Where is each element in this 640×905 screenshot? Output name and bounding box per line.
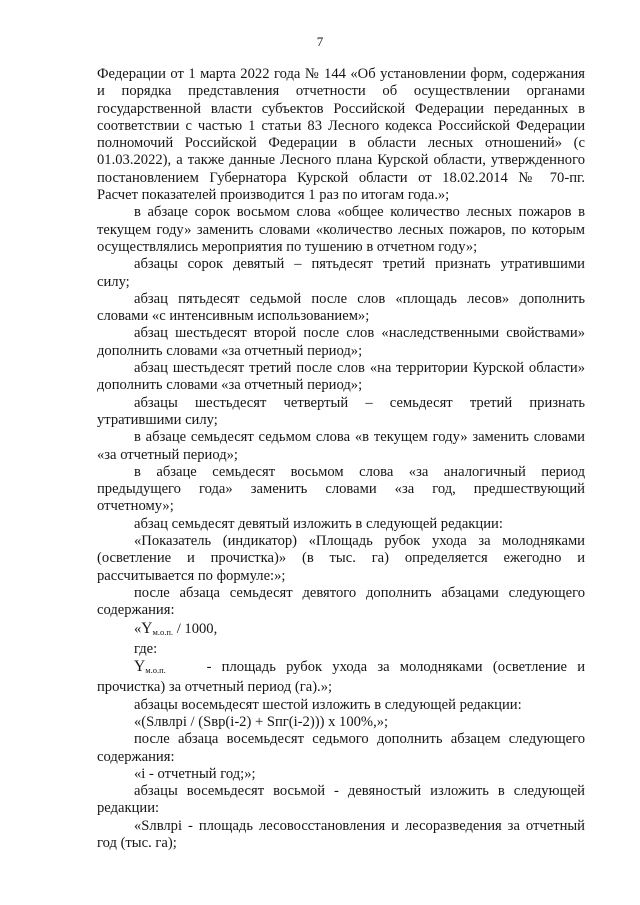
paragraph xyxy=(97,585,585,620)
paragraph xyxy=(97,464,585,516)
paragraph xyxy=(97,325,585,360)
paragraph xyxy=(97,395,585,430)
paragraph-line: в абзаце семьдесят седьмом слова «в текущем году» заменить словами xyxy=(134,429,585,446)
paragraph-line: «Sлвлрi - площадь лесовосстановления и лесоразведения за отчетный xyxy=(134,817,585,834)
paragraph-line: абзацы восемьдесят шестой изложить в следующей редакции: xyxy=(134,696,522,713)
paragraph-line: дополнить словами «за отчетный период»; xyxy=(97,377,363,394)
paragraph-line: (осветление и прочистка)» (в тыс. га) определяется ежегодно и xyxy=(97,550,585,567)
paragraph xyxy=(97,204,585,256)
paragraph xyxy=(97,697,585,714)
paragraph-line: утратившими силу; xyxy=(97,411,218,428)
where-label: где: xyxy=(134,640,158,657)
definition-line xyxy=(97,658,585,679)
paragraph-line: абзац шестьдесят второй после слов «наследственными свойствами» xyxy=(134,325,585,342)
page-number: 7 xyxy=(316,34,324,49)
definition-subscript: м.о.п. xyxy=(145,665,166,676)
paragraph-line: соответствии с частью 1 статьи 83 Лесного кодекса Российской Федерации xyxy=(97,117,585,134)
paragraph xyxy=(97,429,585,464)
paragraph-line: абзац шестьдесят третий после слов «на территории Курской области» xyxy=(134,360,585,377)
paragraph-line: абзацы сорок девятый – пятьдесят третий признать утратившими xyxy=(134,256,585,273)
formula-paragraph xyxy=(97,620,585,641)
paragraph xyxy=(97,360,585,395)
paragraph xyxy=(97,783,585,818)
paragraph-line: год (тыс. га); xyxy=(97,835,177,852)
paragraph-line: Федерации от 1 марта 2022 года № 144 «Об установлении форм, содержания xyxy=(97,66,585,82)
paragraph-line: Расчет показателей производится 1 раз по итогам года.»; xyxy=(97,187,450,204)
document-body xyxy=(97,66,585,852)
paragraph-line: осуществлялись мероприятия по тушению в отчетном году»; xyxy=(97,238,478,255)
paragraph-line: «(Sлвлрi / (Sвр(i-2) + Sпг(i-2))) х 100%,»; xyxy=(134,713,389,730)
paragraph-line: после абзаца восемьдесят седьмого дополнить абзацем следующего xyxy=(134,731,585,748)
paragraph-line: государственной власти субъектов Российской Федерации переданных в xyxy=(97,100,585,117)
paragraph-line: содержания: xyxy=(97,748,175,765)
paragraph-line: в абзаце семьдесят восьмом слова «за аналогичный период xyxy=(134,463,585,480)
paragraph-line: постановлением Губернатора Курской области от 18.02.2014 № 70-пг. xyxy=(97,169,585,186)
formula-subscript: м.о.п. xyxy=(152,626,174,637)
paragraph xyxy=(97,766,585,783)
paragraph-line: абзацы шестьдесят четвертый – семьдесят третий признать xyxy=(134,394,585,411)
paragraph xyxy=(97,256,585,291)
definition-text: - площадь рубок ухода за молодняками (осветление и xyxy=(206,659,585,676)
paragraph-line: полномочий Российской Федерации в области лесных отношений» (с xyxy=(97,135,585,152)
formula-symbol: Y xyxy=(141,619,153,637)
paragraph-line: абзацы восемьдесят восьмой - девяностый изложить в следующей xyxy=(134,783,585,800)
formula-open-quote: « xyxy=(134,620,142,637)
paragraph xyxy=(97,291,585,326)
paragraph-line: отчетному»; xyxy=(97,498,174,515)
paragraph-line: дополнить словами «за отчетный период»; xyxy=(97,342,363,359)
formula-rest: / 1000, xyxy=(173,620,218,637)
paragraph-line: абзац пятьдесят седьмой после слов «площадь лесов» дополнить xyxy=(134,290,585,307)
definition-symbol: Y xyxy=(134,658,146,676)
paragraph xyxy=(97,731,585,766)
amendment-paragraphs-part-2 xyxy=(97,697,585,853)
paragraph xyxy=(97,533,585,585)
paragraph-line: после абзаца семьдесят девятого дополнить абзацами следующего xyxy=(134,584,585,601)
paragraph-line: силу; xyxy=(97,273,130,290)
definition-line: прочистка) за отчетный период (га).»; xyxy=(97,679,333,696)
paragraph-line: и порядка представления отчетности об осуществлении органами xyxy=(97,83,585,100)
paragraph-line: в абзаце сорок восьмом слова «общее количество лесных пожаров в xyxy=(134,204,585,221)
paragraph-line: «i - отчетный год;»; xyxy=(134,765,256,782)
paragraph xyxy=(97,66,585,204)
paragraph-line: рассчитывается по формуле:»; xyxy=(97,567,286,584)
paragraph-line: редакции: xyxy=(97,800,160,817)
paragraph-line: 01.03.2022), а также данные Лесного плана Курской области, утвержденного xyxy=(97,152,585,169)
paragraph-line: предыдущего года» заменить словами «за год, предшествующий xyxy=(97,481,585,498)
paragraph xyxy=(97,818,585,853)
paragraph xyxy=(97,516,585,533)
paragraph-line: содержания: xyxy=(97,602,175,619)
paragraph xyxy=(97,714,585,731)
definition-paragraph xyxy=(97,658,585,697)
paragraph-line: «за отчетный период»; xyxy=(97,446,238,463)
paragraph-line: «Показатель (индикатор) «Площадь рубок ухода за молодняками xyxy=(134,533,585,550)
paragraph-line: абзац семьдесят девятый изложить в следующей редакции: xyxy=(134,515,503,532)
paragraph-line: словами «с интенсивным использованием»; xyxy=(97,308,370,325)
amendment-paragraphs-part-1 xyxy=(97,66,585,620)
paragraph-line: текущем году» заменить словами «количество лесных пожаров, по которым xyxy=(97,221,585,238)
